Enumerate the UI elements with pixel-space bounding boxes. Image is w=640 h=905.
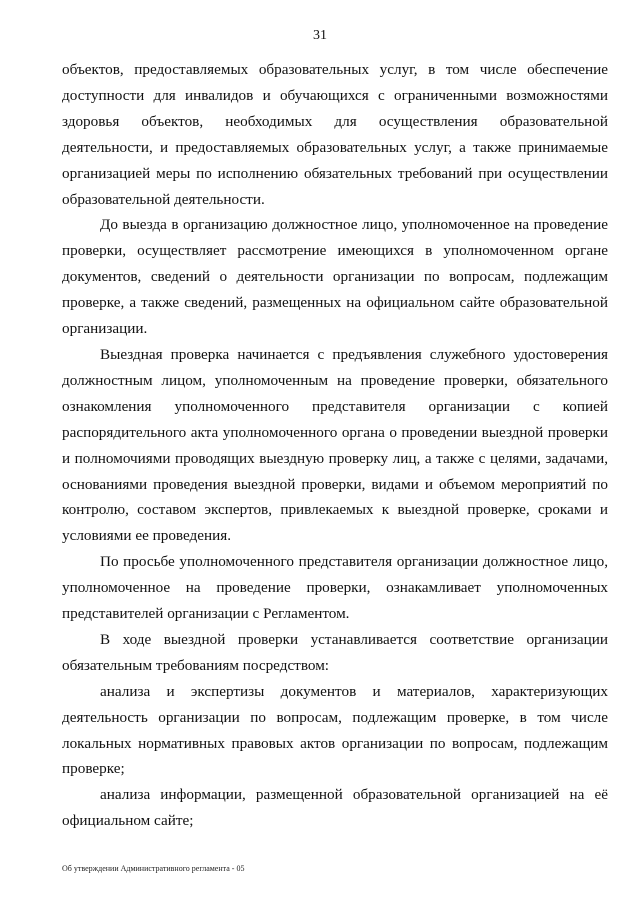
document-body bbox=[62, 57, 608, 834]
list-item-website-analysis: анализа информации, размещенной образовательной организацией на её официальном сайте; bbox=[62, 786, 608, 830]
paragraph-continuation: объектов, предоставляемых образовательных услуг, в том числе обеспечение доступности для инвалидов и обучающихся с ограниченными возможностями здоровья объектов, необходимых для осуществления образовательной деятельности, и предоставляемых образовательных услуг, а также принимаемые организацией меры по исполнению обязательных требований при осуществлении образовательной деятельности. bbox=[62, 61, 608, 208]
paragraph-regulation-familiarization: По просьбе уполномоченного представителя организации должностное лицо, уполномоченное на проведение проверки, ознакамливает уполномоченных представителей организации с Регламентом. bbox=[62, 553, 608, 623]
list-item-document-analysis: анализа и экспертизы документов и материалов, характеризующих деятельность организации по вопросам, подлежащим проверке, в том числе локальных нормативных правовых актов организации по вопросам, подлежащим проверке; bbox=[62, 682, 608, 778]
page-footer: Об утверждении Административного регламента - 05 bbox=[62, 864, 245, 873]
paragraph-onsite-inspection-start: Выездная проверка начинается с предъявления служебного удостоверения должностным лицом, уполномоченным на проведение проверки, обязательного ознакомления уполномоченного представителя организации с копией распорядительного акта уполномоченного органа о проведении выездной проверки и полномочиями проводящих выездную проверку лиц, а также с целями, задачами, основаниями проведения выездной проверки, видами и объемом мероприятий по контролю, составом экспертов, привлекаемых к выездной проверке, сроками и условиями ее проведения. bbox=[62, 345, 608, 545]
paragraph-pre-visit-review: До выезда в организацию должностное лицо, уполномоченное на проведение проверки, осуществляет рассмотрение имеющихся в уполномоченном органе документов, сведений о деятельности организации по вопросам, подлежащим проверке, а также сведений, размещенных на официальном сайте образовательной организации. bbox=[62, 216, 608, 338]
page-number: 31 bbox=[313, 28, 327, 43]
paragraph-compliance-means: В ходе выездной проверки устанавливается соответствие организации обязательным требованиям посредством: bbox=[62, 630, 608, 674]
